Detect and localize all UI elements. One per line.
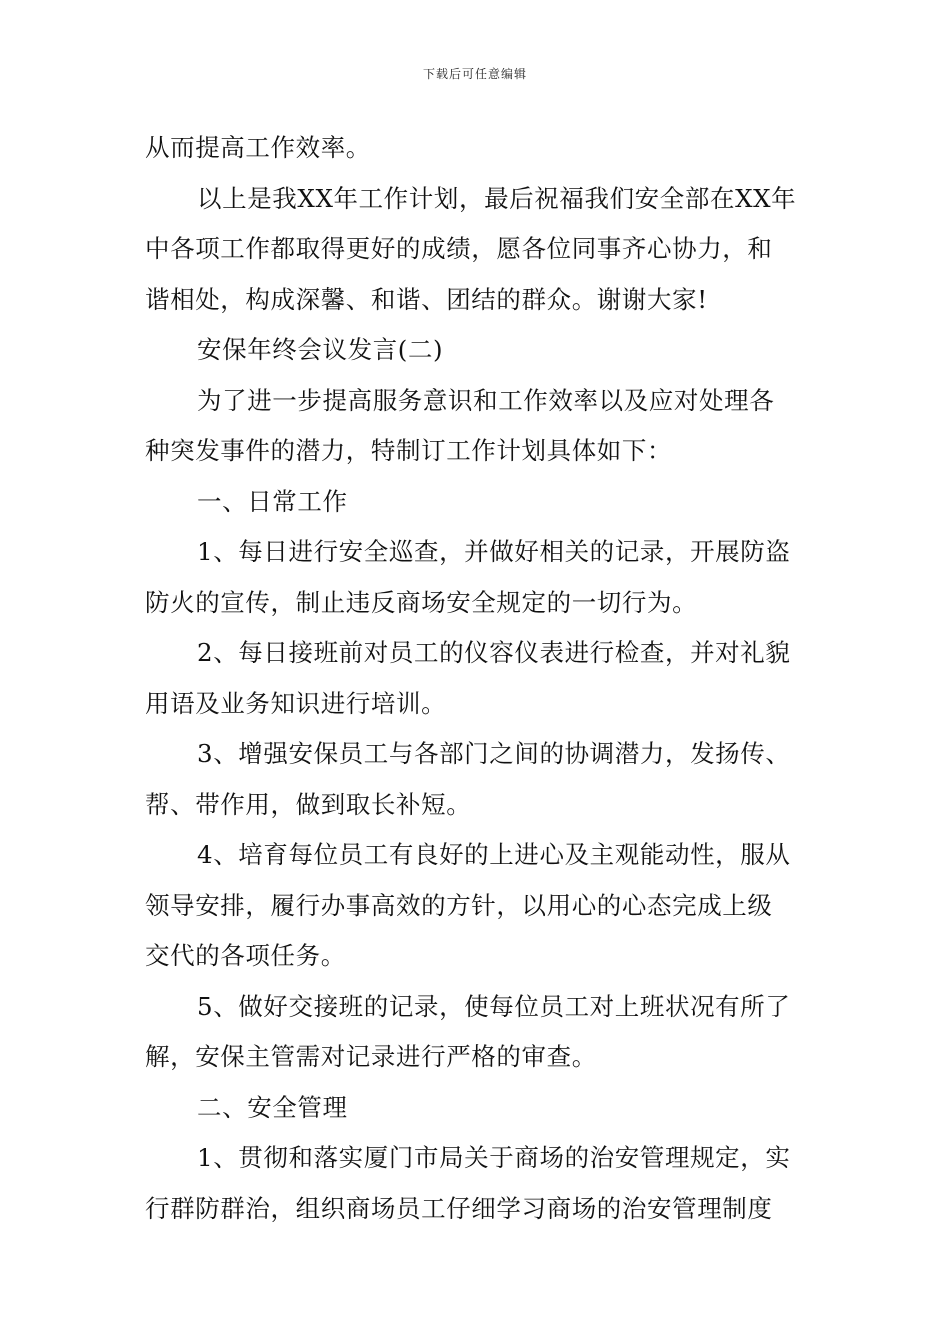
text-line: 5、做好交接班的记录，使每位员工对上班状况有所了 bbox=[197, 991, 791, 1021]
text-line: 解，安保主管需对记录进行严格的审查。 bbox=[145, 1042, 597, 1071]
text-line: 领导安排，履行办事高效的方针，以用心的心态完成上级 bbox=[145, 890, 773, 920]
text-line: 3、增强安保员工与各部门之间的协调潜力，发扬传、 bbox=[197, 739, 791, 768]
text-line: 防火的宣传，制止违反商场安全规定的一切行为。 bbox=[145, 587, 698, 617]
paragraph bbox=[145, 477, 810, 528]
paragraph bbox=[145, 1083, 810, 1134]
text-line: 谐相处，构成深馨、和谐、团结的群众。谢谢大家! bbox=[145, 284, 708, 314]
text-line: 为了进一步提高服务意识和工作效率以及应对处理各 bbox=[197, 385, 775, 415]
text-line: 二、安全管理 bbox=[197, 1092, 348, 1122]
text-line: 一、日常工作 bbox=[197, 486, 348, 516]
paragraph bbox=[145, 1133, 810, 1234]
text-line: 中各项工作都取得更好的成绩，愿各位同事齐心协力，和 bbox=[145, 234, 773, 263]
text-line: 1、每日进行安全巡查，并做好相关的记录，开展防盗 bbox=[197, 537, 791, 566]
text-line: 用语及业务知识进行培训。 bbox=[145, 688, 447, 718]
paragraph bbox=[145, 628, 810, 729]
page-header: 下载后可任意编辑 bbox=[422, 67, 527, 81]
text-line: 以上是我XX年工作计划，最后祝福我们安全部在XX年 bbox=[197, 183, 797, 213]
text-line: 4、培育每位员工有良好的上进心及主观能动性，服从 bbox=[197, 840, 791, 869]
paragraph bbox=[145, 174, 810, 326]
paragraph bbox=[145, 527, 810, 628]
text-line: 2、每日接班前对员工的仪容仪表进行检查，并对礼貌 bbox=[197, 638, 791, 667]
text-line: 1、贯彻和落实厦门市局关于商场的治安管理规定，实 bbox=[197, 1143, 791, 1172]
text-line: 帮、带作用，做到取长补短。 bbox=[145, 789, 472, 819]
text-line: 交代的各项任务。 bbox=[145, 941, 346, 970]
paragraph bbox=[145, 123, 810, 174]
paragraph bbox=[145, 376, 810, 477]
text-line: 从而提高工作效率。 bbox=[145, 133, 371, 162]
paragraph bbox=[145, 830, 810, 982]
paragraph bbox=[145, 729, 810, 830]
text-line: 种突发事件的潜力，特制订工作计划具体如下： bbox=[145, 436, 673, 465]
text-line: 安保年终会议发言(二) bbox=[197, 335, 444, 364]
paragraph bbox=[145, 325, 810, 376]
document-body bbox=[145, 123, 810, 1234]
paragraph bbox=[145, 982, 810, 1083]
text-line: 行群防群治，组织商场员工仔细学习商场的治安管理制度 bbox=[145, 1193, 773, 1223]
